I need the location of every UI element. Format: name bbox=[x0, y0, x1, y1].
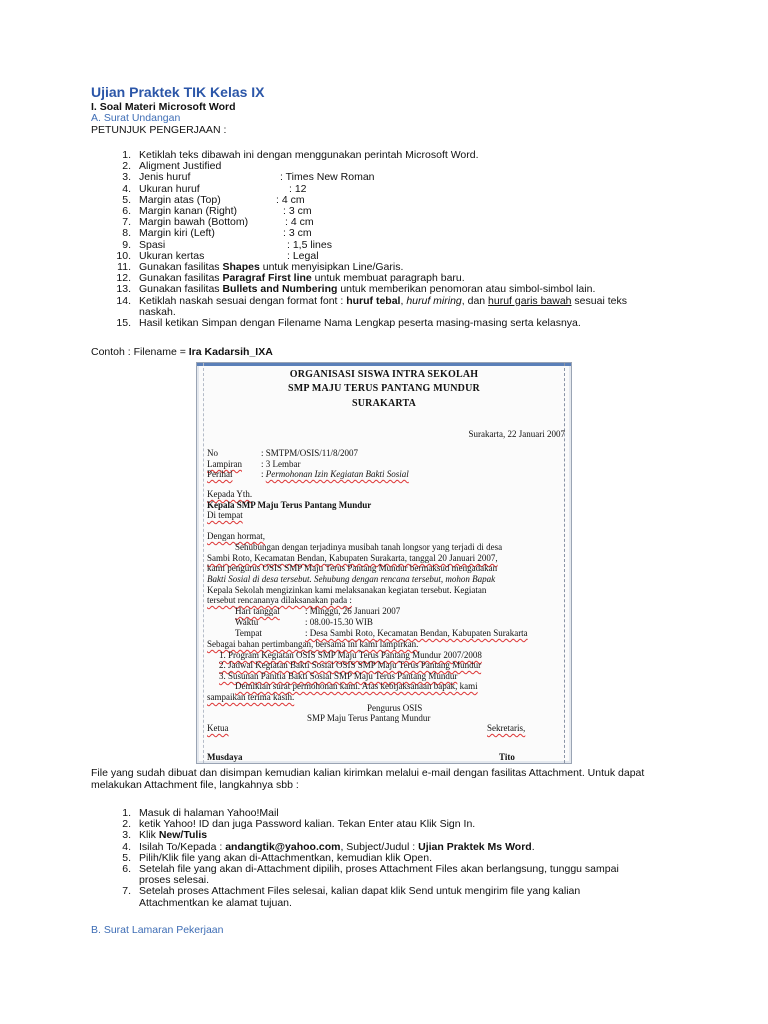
letter-paragraph-line: Sambi Roto, Kecamatan Bendan, Kabupaten Surakarta, tanggal 20 Januari 2007, bbox=[207, 553, 498, 563]
letter-lampiran-label: Lampiran bbox=[207, 459, 242, 469]
letter-sekretaris: Sekretaris, bbox=[487, 723, 526, 733]
letter-pengurus: Pengurus OSIS bbox=[367, 703, 423, 713]
letter-paragraph-line: tersebut rencananya dilaksanakan pada : bbox=[207, 595, 352, 605]
page-title: Ujian Praktek TIK Kelas IX bbox=[91, 84, 265, 100]
section-a-heading: A. Surat Undangan bbox=[91, 112, 181, 124]
list-item: 5. Margin atas (Top) : 4 cm bbox=[122, 193, 305, 206]
letter-closing-line: sampaikan terima kasih. bbox=[207, 692, 295, 702]
list-item: 2. ketik Yahoo! ID dan juga Password kalian. Tekan Enter atau Klik Sign In. bbox=[122, 818, 476, 831]
letter-paragraph-line: Bakti Sosial di desa tersebut. Sehubung dengan rencana tersebut, mohon Bapak bbox=[207, 574, 496, 584]
letter-tempat-label: Tempat bbox=[235, 628, 262, 638]
list-item: 5. Pilih/Klik file yang akan di-Attachmentkan, kemudian klik Open. bbox=[122, 851, 432, 864]
letter-pengurus-org: SMP Maju Terus Pantang Mundur bbox=[307, 713, 431, 723]
letter-top-border bbox=[197, 363, 571, 366]
letter-header-line-3: SURAKARTA bbox=[351, 398, 417, 409]
letter-ditempat: Di tempat bbox=[207, 510, 243, 520]
list-item: 1. Masuk di halaman Yahoo!Mail bbox=[122, 807, 279, 819]
section-b-heading: B. Surat Lamaran Pekerjaan bbox=[91, 924, 224, 936]
subtitle: I. Soal Materi Microsoft Word bbox=[91, 101, 236, 113]
letter-attachment-item: 2. Jadwal Kegiatan Bakti Sosial OSIS SMP Maju Terus Pantang Mundur bbox=[219, 660, 482, 670]
list-item: 7. Setelah proses Attachment Files selesai, kalian dapat klik Send untuk mengirim file yang kalian Attachmentkan ke alamat tujuan. bbox=[122, 885, 581, 909]
letter-recipient: Kepala SMP Maju Terus Pantang Mundur bbox=[207, 500, 372, 510]
list-item: 15. Hasil ketikan Simpan dengan Filename Nama Lengkap peserta masing-masing serta kelasnya. bbox=[116, 317, 581, 330]
letter-no-value: : SMTPM/OSIS/11/8/2007 bbox=[261, 448, 358, 458]
email-steps-list bbox=[122, 807, 619, 909]
letter-perihal-value: : Permohonan Izin Kegiatan Bakti Sosial bbox=[261, 469, 409, 479]
list-item: 9. Spasi : 1,5 lines bbox=[122, 238, 332, 251]
instruction-list bbox=[116, 149, 627, 330]
letter-hari-label: Hari tanggal bbox=[235, 606, 280, 616]
letter-signature-name: Musdaya bbox=[207, 752, 243, 762]
list-item: 7. Margin bawah (Bottom) : 4 cm bbox=[122, 216, 314, 229]
letter-header-line-2: SMP MAJU TERUS PANTANG MUNDUR bbox=[288, 383, 480, 394]
list-item: 1. Ketiklah teks dibawah ini dengan menggunakan perintah Microsoft Word. bbox=[122, 149, 479, 161]
attachment-intro-text: File yang sudah dibuat dan disimpan kemudian kalian kirimkan melalui e-mail dengan fasilitas Attachment. Untuk dapat melakukan Attachment file, langkahnya sbb : bbox=[91, 767, 645, 791]
list-item: 6. Setelah file yang akan di-Attachment dipilih, proses Attachment Files akan berlangsung, tunggu sampai proses selesai. bbox=[122, 863, 619, 887]
letter-tempat-value: : Desa Sambi Roto, Kecamatan Bendan, Kabupaten Surakarta bbox=[305, 628, 528, 638]
instructions-heading: PETUNJUK PENGERJAAN : bbox=[91, 124, 227, 136]
letter-attachment-item: 3. Susunan Panitia Bakti Sosial SMP Maju Terus Pantang Mundur bbox=[219, 671, 458, 681]
list-item: 6. Margin kanan (Right) : 3 cm bbox=[122, 205, 312, 218]
letter-header-line-1: ORGANISASI SISWA INTRA SEKOLAH bbox=[289, 369, 479, 380]
letter-salutation: Dengan hormat, bbox=[207, 531, 265, 541]
letter-paragraph-line: Sehubungan dengan terjadinya musibah tanah longsor yang terjadi di desa bbox=[235, 542, 503, 552]
list-item: 4. Ukuran huruf : 12 bbox=[122, 182, 307, 195]
letter-closing-line: Demikian surat permohonan kami. Atas kebijaksanaan bapak, kami bbox=[235, 681, 478, 691]
letter-attachment-item: 1. Program Kegiatan OSIS SMP Maju Terus Pantang Mundur 2007/2008 bbox=[219, 650, 482, 660]
list-item: 10. Ukuran kertas : Legal bbox=[116, 249, 319, 262]
list-item: 8. Margin kiri (Left) : 3 cm bbox=[122, 227, 312, 240]
letter-date: Surakarta, 22 Januari 2007 bbox=[468, 429, 565, 439]
list-item: 4. Isilah To/Kepada : andangtik@yahoo.com, Subject/Judul : Ujian Praktek Ms Word. bbox=[122, 840, 535, 853]
example-filename: Contoh : Filename = Ira Kadarsih_IXA bbox=[91, 346, 273, 358]
sample-letter-image bbox=[196, 362, 572, 764]
letter-no-label: No bbox=[207, 448, 218, 458]
list-item: 2. Aligment Justified bbox=[122, 160, 222, 173]
letter-waktu-label: Waktu bbox=[235, 617, 259, 627]
letter-waktu-value: : 08.00-15.30 WIB bbox=[305, 617, 373, 627]
letter-perihal-label: Perihal bbox=[207, 469, 233, 479]
letter-lampiran-value: : 3 Lembar bbox=[261, 459, 301, 469]
list-item: 12. Gunakan fasilitas Paragraf First line untuk membuat paragraph baru. bbox=[116, 272, 465, 285]
letter-hari-value: : Minggu, 26 Januari 2007 bbox=[305, 606, 401, 616]
letter-right-margin-line bbox=[564, 363, 565, 763]
letter-attachment-intro: Sebagai bahan pertimbangan, bersama ini kami lampirkan. bbox=[207, 639, 419, 649]
list-item: 11. Gunakan fasilitas Shapes untuk menyisipkan Line/Garis. bbox=[117, 261, 404, 274]
letter-ketua: Ketua bbox=[207, 723, 229, 733]
letter-paragraph-line: Kepala Sekolah mengizinkan kami melaksanakan kegiatan tersebut. Kegiatan bbox=[207, 585, 487, 595]
letter-left-margin-line bbox=[203, 363, 204, 763]
letter-paragraph-line: kami pengurus OSIS SMP Maju Terus Pantang Mundur bermaksud mengadakan bbox=[207, 563, 498, 573]
list-item: 3. Klik New/Tulis bbox=[122, 829, 208, 842]
list-item: 3. Jenis huruf : Times New Roman bbox=[122, 171, 375, 184]
letter-kepada: Kepada Yth. bbox=[207, 489, 253, 499]
list-item: 13. Gunakan fasilitas Bullets and Numbering untuk memberikan penomoran atau simbol-simbol lain. bbox=[116, 283, 596, 296]
letter-signature-name: Tito bbox=[499, 752, 515, 762]
list-item: 14. Ketiklah naskah sesuai dengan format font : huruf tebal, huruf miring, dan huruf garis bawah sesuai teks naskah. bbox=[116, 294, 627, 318]
